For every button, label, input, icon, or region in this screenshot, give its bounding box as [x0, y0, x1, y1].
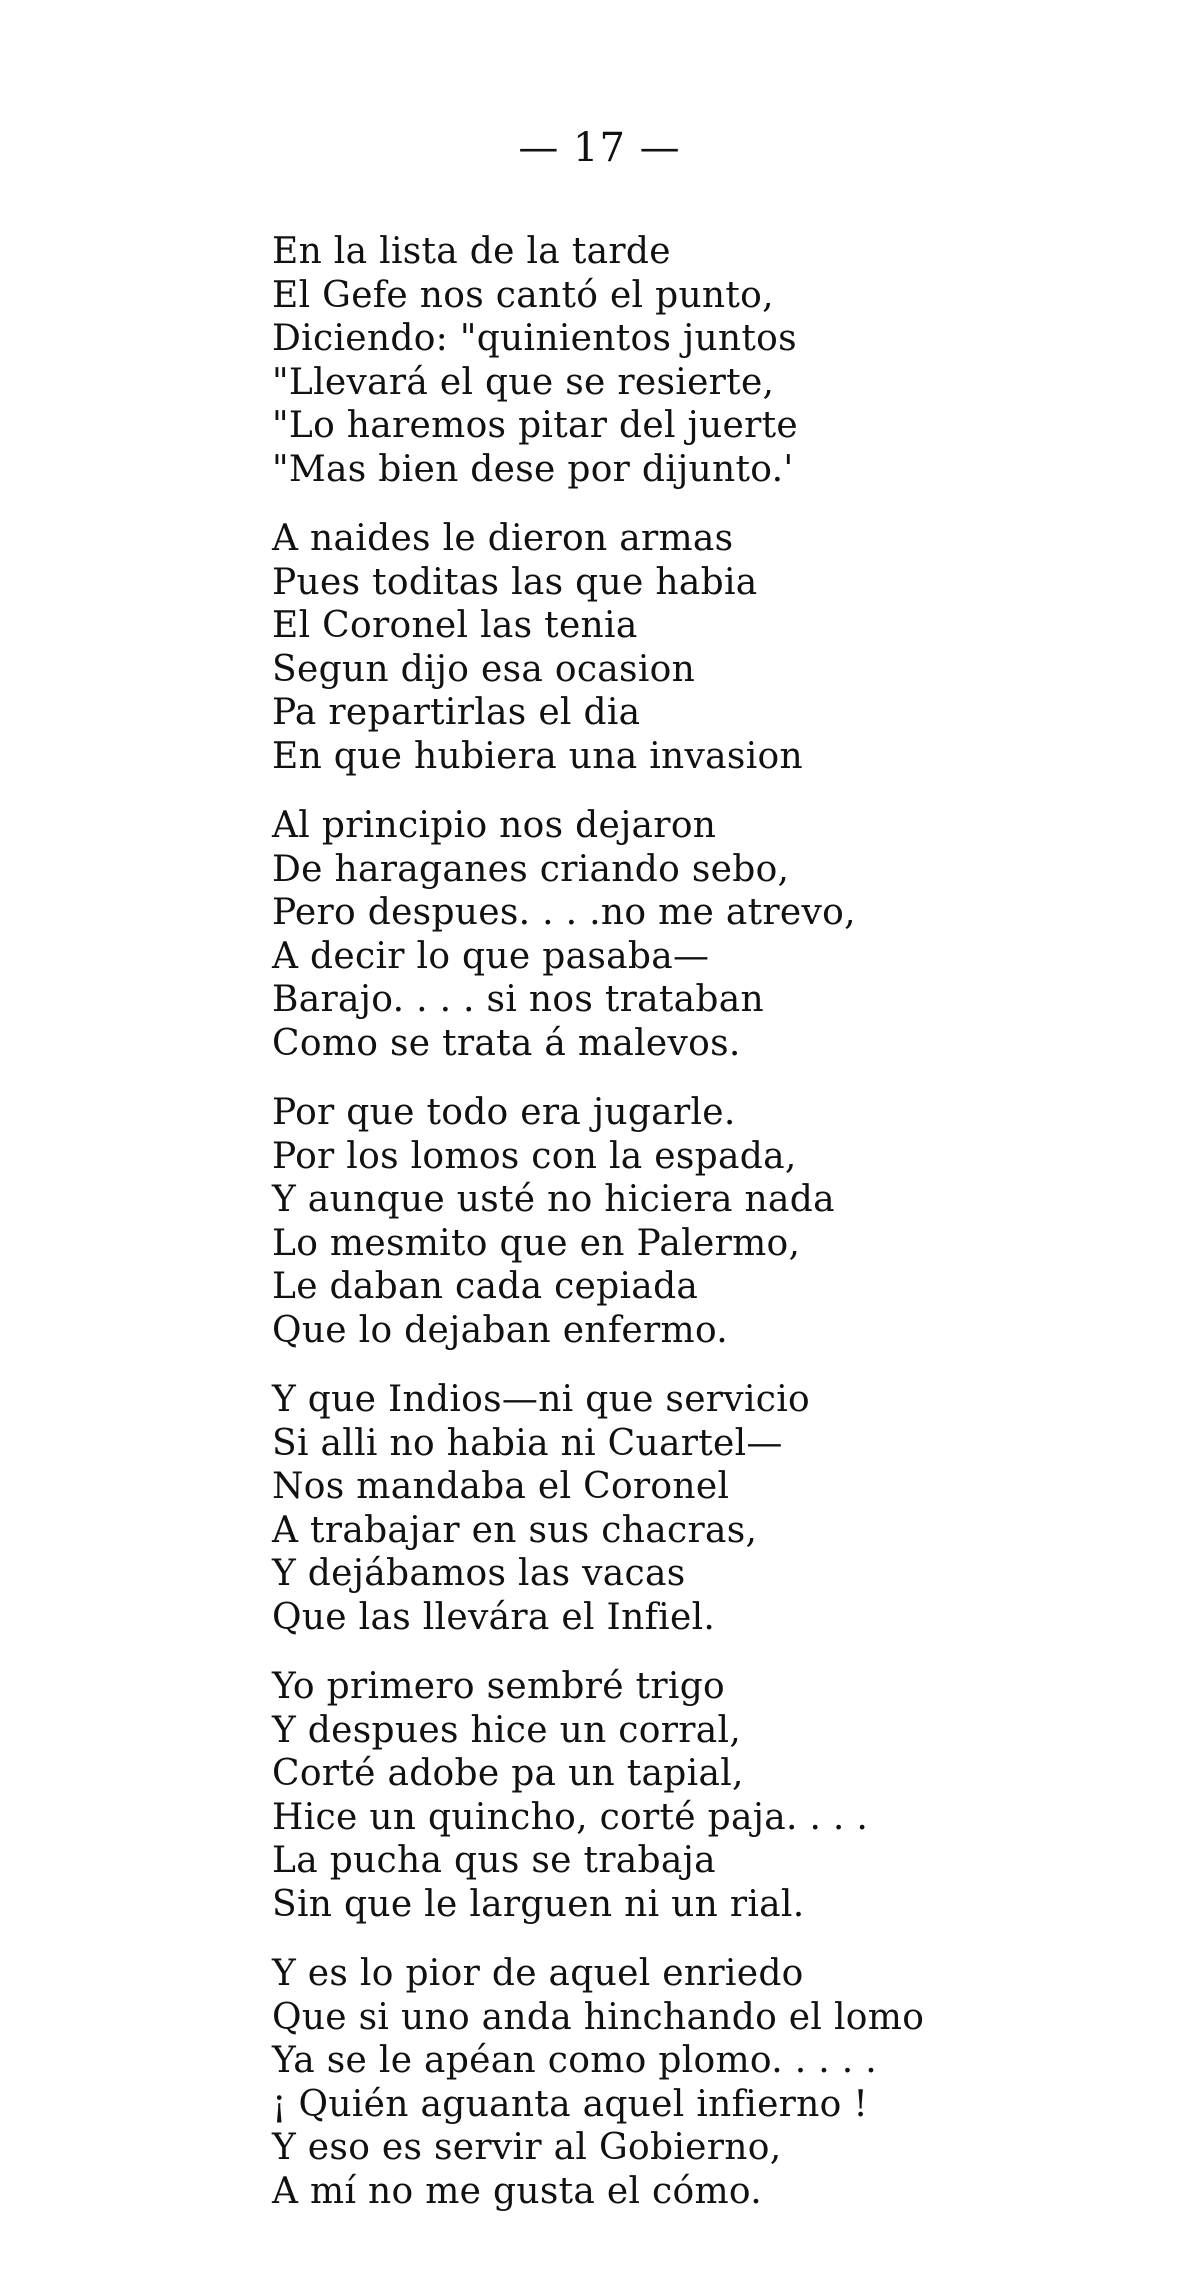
poem-line: Yo primero sembré trigo: [272, 1666, 726, 1707]
poem-line: El Coronel las tenia: [272, 605, 638, 646]
poem-line: "Llevará el que se resierte,: [272, 361, 775, 403]
poem-line: Y despues hice un corral,: [272, 1709, 742, 1751]
poem-line: "Lo haremos pitar del juerte: [272, 405, 798, 446]
poem-line: ¡ Quién aguanta aquel infierno !: [272, 2083, 869, 2125]
poem-line: A mí no me gusta el cómo.: [272, 2170, 763, 2212]
poem-line: De haraganes criando sebo,: [272, 848, 790, 890]
poem-line: La pucha qus se trabaja: [272, 1840, 716, 1881]
poem-line: Y dejábamos las vacas: [272, 1553, 686, 1594]
poem-line: En que hubiera una invasion: [272, 735, 803, 777]
poem-line: Y eso es servir al Gobierno,: [272, 2127, 782, 2168]
poem-line: Que las llevára el Infiel.: [272, 1596, 716, 1638]
poem-line: Como se trata á malevos.: [272, 1022, 741, 1064]
stanza-3: [272, 804, 1172, 1065]
poem-line: Si alli no habia ni Cuartel—: [272, 1422, 783, 1464]
poem-line: Sin que le larguen ni un rial.: [272, 1883, 805, 1925]
page-number: — 17 —: [518, 125, 681, 171]
poem-line: En la lista de la tarde: [272, 231, 671, 272]
poem-line: Segun dijo esa ocasion: [272, 648, 696, 690]
poem-line: Y que Indios—ni que servicio: [272, 1379, 811, 1420]
poem-line: Por que todo era jugarle.: [272, 1092, 736, 1133]
poem-line: El Gefe nos cantó el punto,: [272, 274, 774, 316]
poem-line: Lo mesmito que en Palermo,: [272, 1222, 801, 1264]
poem-line: Y es lo pior de aquel enriedo: [272, 1953, 804, 1994]
poem-line: Ya se le apéan como plomo. . . . .: [272, 2040, 877, 2081]
poem-line: Pero despues. . . .no me atrevo,: [272, 892, 856, 933]
poem-line: Y aunque usté no hiciera nada: [272, 1179, 835, 1220]
stanza-2: [272, 517, 1172, 778]
poem-line: Al principio nos dejaron: [272, 805, 717, 846]
stanza-1: [272, 230, 1172, 491]
poem-line: Pues toditas las que habia: [272, 561, 758, 603]
poem-line: Que lo dejaban enfermo.: [272, 1309, 729, 1351]
poem-line: Pa repartirlas el dia: [272, 692, 641, 733]
stanza-5: [272, 1378, 1172, 1639]
poem-line: Barajo. . . . si nos trataban: [272, 979, 765, 1020]
poem-line: Le daban cada cepiada: [272, 1266, 699, 1307]
poem-line: Por los lomos con la espada,: [272, 1135, 797, 1177]
stanza-4: [272, 1091, 1172, 1352]
poem-line: Nos mandaba el Coronel: [272, 1466, 730, 1507]
poem-line: A trabajar en sus chacras,: [272, 1509, 758, 1551]
poem-line: Que si uno anda hinchando el lomo: [272, 1996, 925, 2038]
stanza-7: [272, 1952, 1172, 2213]
poem-line: Diciendo: "quinientos juntos: [272, 318, 797, 359]
poem: [272, 230, 1172, 2239]
poem-line: A naides le dieron armas: [272, 518, 734, 559]
poem-line: Corté adobe pa un tapial,: [272, 1753, 744, 1794]
poem-line: A decir lo que pasaba—: [272, 935, 710, 977]
poem-line: Hice un quincho, corté paja. . . .: [272, 1796, 869, 1838]
poem-line: "Mas bien dese por dijunto.': [272, 448, 794, 490]
stanza-6: [272, 1665, 1172, 1926]
